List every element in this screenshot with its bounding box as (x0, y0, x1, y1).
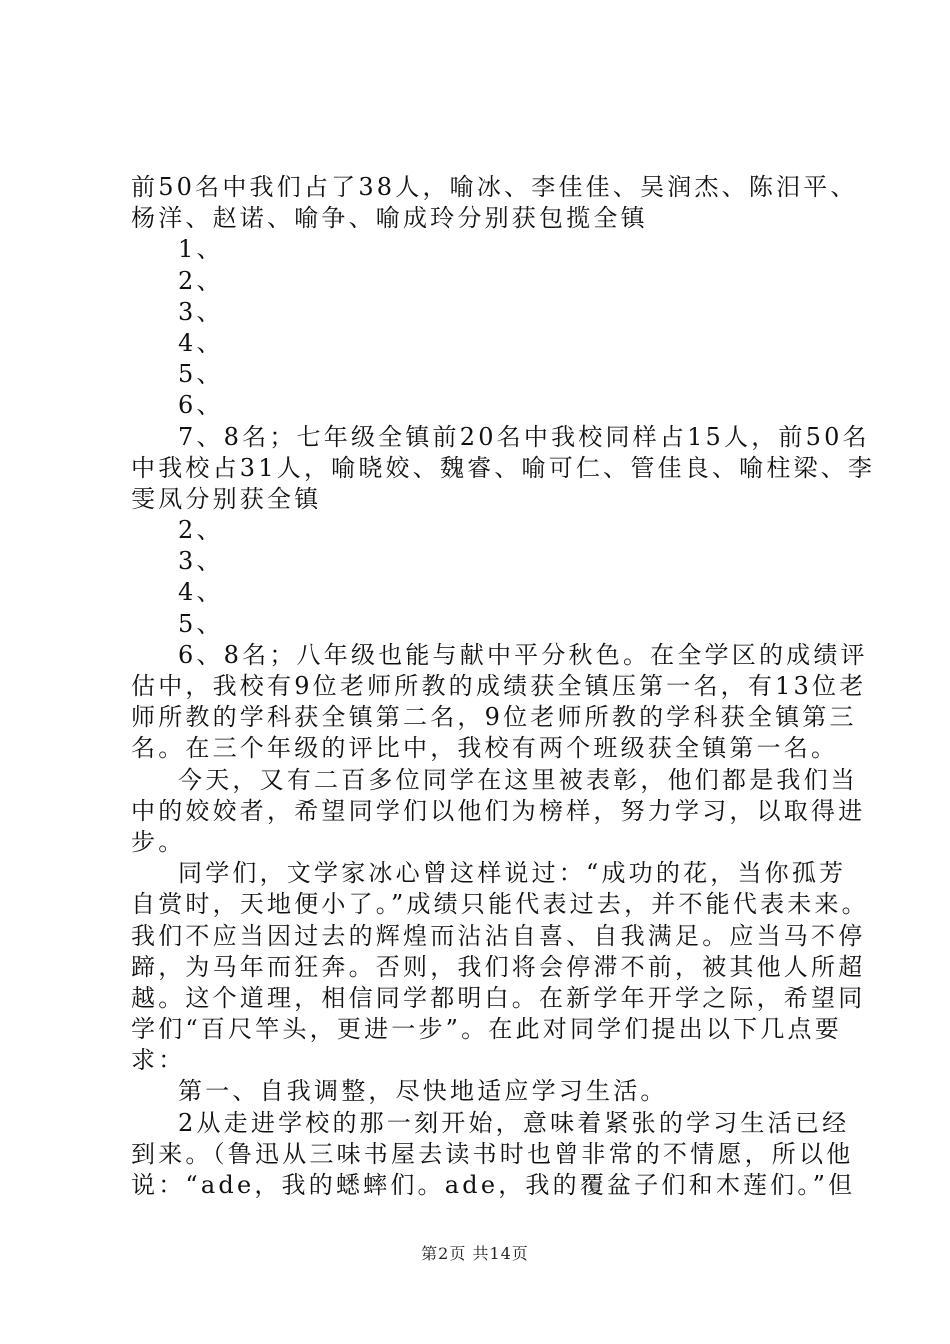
text-line: 同学们，文学家冰心曾这样说过：“成功的花，当你孤芳 (178, 859, 847, 888)
text-line: 雯凤分别获全镇 (131, 484, 322, 513)
text-line: 4、 (178, 578, 224, 607)
text-line: 第一、自我调整，尽快地适应学习生活。 (178, 1077, 668, 1106)
text-line: 5、 (178, 360, 224, 389)
text-line: 4、 (178, 328, 224, 357)
text-line: 2、 (178, 516, 224, 545)
text-line: 自赏时，天地便小了。”成绩只能代表过去，并不能代表未来。 (131, 890, 869, 919)
text-line: 6、 (178, 391, 224, 420)
text-line: 中我校占31人，喻晓姣、魏睿、喻可仁、管佳良、喻柱梁、李 (131, 453, 876, 482)
text-line: 7、8名；七年级全镇前20名中我校同样占15人，前50名 (178, 422, 870, 451)
text-line: 2从走进学校的那一刻开始，意味着紧张的学习生活已经 (178, 1108, 850, 1137)
text-line: 估中，我校有9位老师所教的成绩获全镇压第一名，有13位老 (131, 672, 867, 700)
text-line: 到来。（鲁迅从三味书屋去读书时也曾非常的不情愿，所以他 (131, 1139, 854, 1168)
text-line: 5、 (178, 609, 224, 638)
text-line: 6、8名；八年级也能与献中平分秋色。在全学区的成绩评 (178, 640, 868, 669)
text-line: 说：“ade，我的蟋蟀们。ade，我的覆盆子们和木莲们。”但 (131, 1171, 856, 1199)
page-footer: 第2页 共14页 (421, 1244, 529, 1263)
text-line: 步。 (131, 827, 186, 856)
text-line: 越。这个道理，相信同学都明白。在新学年开学之际，希望同 (131, 983, 866, 1012)
text-line: 我们不应当因过去的辉煌而沾沾自喜、自我满足。应当马不停 (131, 921, 866, 950)
text-line: 求： (131, 1046, 186, 1075)
document-body (131, 172, 876, 1201)
text-line: 1、 (178, 235, 224, 264)
text-line: 3、 (178, 547, 224, 576)
text-line: 名。在三个年级的评比中，我校有两个班级获全镇第一名。 (131, 734, 839, 763)
text-line: 今天，又有二百多位同学在这里被表彰，他们都是我们当 (178, 765, 858, 794)
text-line: 蹄，为马年而狂奔。否则，我们将会停滞不前，被其他人所超 (131, 952, 866, 981)
text-line: 学们“百尺竿头，更进一步”。在此对同学们提出以下几点要 (131, 1015, 842, 1044)
text-line: 杨洋、赵诺、喻争、喻成玲分别获包揽全镇 (131, 204, 648, 233)
text-line: 中的姣姣者，希望同学们以他们为榜样，努力学习，以取得进 (131, 796, 866, 825)
text-line: 前50名中我们占了38人，喻冰、李佳佳、吴润杰、陈汨平、 (131, 173, 858, 201)
text-line: 师所教的学科获全镇第二名，9位老师所教的学科获全镇第三 (131, 703, 857, 732)
text-line: 2、 (178, 266, 224, 295)
text-line: 3、 (178, 297, 224, 326)
